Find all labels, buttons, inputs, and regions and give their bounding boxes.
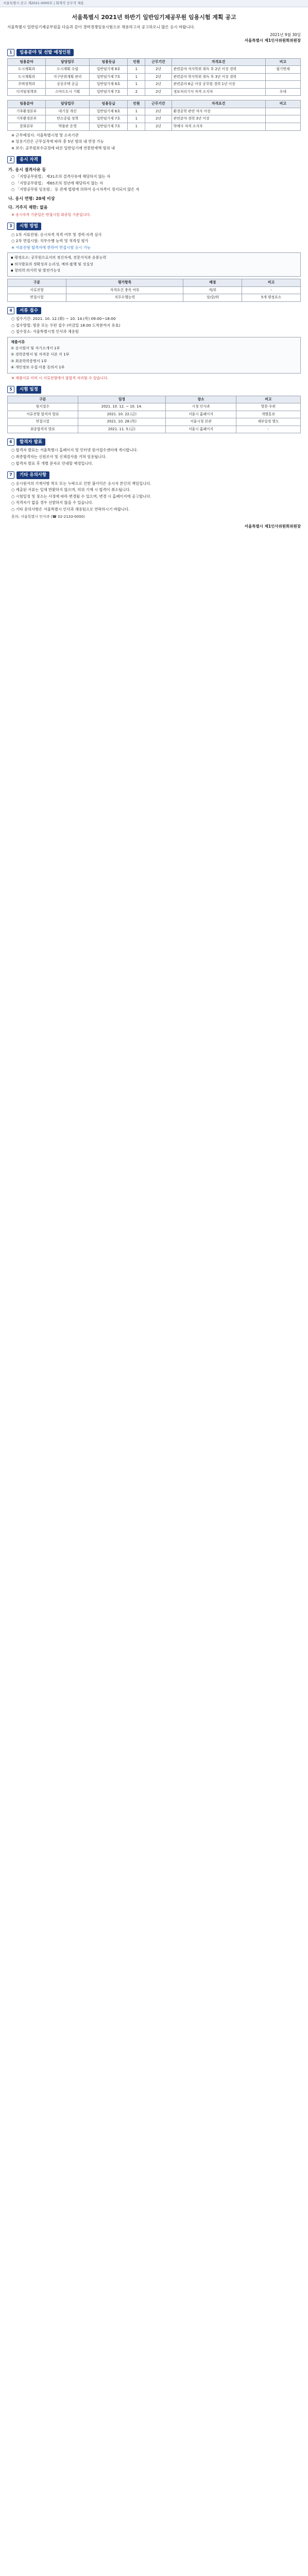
table-cell: 디지털정책과 [8,88,46,96]
list-item: ○ 「지방공무원 임용령」 등 관계 법령에 의하여 응시자격이 정지되지 않은 자 [11,187,140,192]
table-header-row [8,396,301,403]
section-1-notes [11,133,301,151]
table-cell [265,115,300,123]
table-row [8,108,301,115]
table-row [8,426,301,433]
table-cell: 1 [128,123,145,131]
table-cell: 우대 [265,88,300,96]
table-cell: 2021. 11. 5.(금) [78,426,166,433]
table-cell: 적/부 [183,286,242,294]
table-cell: 서류전형 [8,286,66,294]
table-cell: 관련분야 경력 3년 이상 [172,115,265,123]
contact-info: 문의: 서울특별시 인사과 (☎ 02-2133-0000) [11,515,85,519]
table-cell: 1 [128,108,145,115]
table-cell: 도시계획과 [8,66,46,74]
table-cell: 2021. 10. 22.(금) [78,411,166,418]
section-7-number: 7 [7,471,14,479]
column-header: 일정 [78,396,166,403]
column-header: 평가항목 [66,279,183,287]
box-line: ▪ 의사발표의 정확성과 논리성, 예의·품행 및 성실성 [11,261,93,266]
table-cell: 상/중/하 [183,294,242,302]
box-line: ③ 최종학력증명서 1부 [11,358,47,363]
table-cell: 2년 [145,81,172,89]
table-cell: 도시계획 수립 [45,66,89,74]
section-2-sub-1: 가. 응시 결격사유 등 [8,167,46,172]
section-5-heading [7,386,301,393]
column-header: 근무기간 [145,100,172,108]
table-cell: 1 [128,73,145,81]
table-cell: 시청 인사과 [166,403,236,411]
column-header: 임용등급 [90,100,128,108]
intro-text: 서울특별시 일반임기제공무원을 다음과 같이 경력경쟁임용시험으로 채용하고자 공고하오니 많은 응시 바랍니다. [7,24,195,29]
table-cell: 관련분야 학사학위 취득 후 3년 이상 경력 [172,73,265,81]
section-6-heading [7,438,301,446]
section-6-label: 합격자 발표 [16,438,45,446]
section-7-heading [7,471,301,479]
section-3-box [7,252,301,277]
column-header: 자격요건 [172,58,265,66]
table-cell: 기후환경본부 [8,108,46,115]
list-item: ○ 접수방법: 방문 또는 우편 접수 (마감일 18:00 도착분까지 유효) [11,323,121,328]
section-6-number: 6 [7,438,14,446]
table-cell: 최종합격자 발표 [8,426,78,433]
column-header: 비고 [242,279,301,287]
list-item: ○ 「지방공무원법」 제65조의 정년에 해당하지 않는 자 [11,180,104,185]
column-header: 배점 [183,279,242,287]
column-header: 임용분야 [8,100,46,108]
section-2-number: 2 [7,156,14,163]
table-cell: 2년 [145,108,172,115]
table-cell: 문화본부 [8,123,46,131]
table-cell: - [236,426,300,433]
positions-table-1 [7,58,301,96]
table-cell: 2년 [145,88,172,96]
table-cell: 도시계획과 [8,73,46,81]
column-header: 자격요건 [172,100,265,108]
table-cell: 원서접수 [8,403,78,411]
table-row [8,123,301,131]
table-cell: 일반임기제 6호 [90,108,128,115]
section-3-number: 3 [7,223,14,230]
box-line: ▪ 창의력·의지력 및 발전가능성 [11,267,61,273]
section-2-items [11,174,301,193]
table-cell: 일반임기제 6호 [90,81,128,89]
column-header: 임용등급 [90,58,128,66]
table-cell: 관련분야 6급 이상 공무원 경력 1년 이상 [172,81,265,89]
table-cell: 서울시 홈페이지 [166,426,236,433]
table-cell [265,81,300,89]
box-line: ④ 개인정보 수집·이용 동의서 1부 [11,364,65,369]
list-item: ○ 「지방공무원법」 제31조의 결격사유에 해당하지 않는 자 [11,174,111,179]
column-header: 담당업무 [45,100,89,108]
table-cell: 1 [128,66,145,74]
table-row [8,81,301,89]
column-header: 인원 [128,58,145,66]
table-cell: 2021. 10. 12. ~ 10. 14. [78,403,166,411]
table-row [8,286,301,294]
section-1-heading [7,49,301,56]
list-item: ○ 1차 서류전형: 응시자격 적격 여부 및 경력·자격 심사 [11,232,102,237]
table-cell: 정보처리기사 자격 소지자 [172,88,265,96]
list-item: ○ 제출된 서류는 일체 반환하지 않으며, 허위 기재 시 합격이 취소됩니다. [11,487,131,493]
section-2-sub-3: 다. 거주지 제한: 없음 [8,205,48,210]
table-cell: 서울시청 본관 [166,418,236,426]
section-2-heading [7,156,301,163]
table-cell: 환경공학 관련 석사 이상 [172,108,265,115]
section-1-number: 1 [7,49,14,56]
table-cell: 학예사 자격 소지자 [172,123,265,131]
table-cell: 주택정책과 [8,81,46,89]
table-cell: 2 [128,88,145,96]
table-cell: 2년 [145,66,172,74]
section-4-items [11,316,301,335]
table-cell: 서류전형 합격자 발표 [8,411,78,418]
list-item: ○ 접수기간: 2021. 10. 12.(화) ~ 10. 14.(목) 09:00~18:00 [11,316,116,321]
list-item: ○ 접수장소: 서울특별시청 인사과 채용팀 [11,329,79,334]
table-row [8,66,301,74]
column-header: 비고 [265,100,300,108]
section-2-label: 응시 자격 [16,156,41,163]
table-cell: 2021. 10. 28.(목) [78,418,166,426]
section-6-items [11,448,301,466]
table-row [8,403,301,411]
table-row [8,73,301,81]
section-4-number: 4 [7,307,14,314]
column-header: 임용분야 [8,58,46,66]
table-row [8,294,301,302]
table-cell: 방문·우편 [236,403,300,411]
table-row [8,411,301,418]
document [0,7,308,529]
table-cell: 관련분야 석사학위 취득 후 2년 이상 경력 [172,66,265,74]
table-cell: 1 [128,81,145,89]
table-cell: 대기질 개선 [45,108,89,115]
table-cell: 일반임기제 7호 [90,115,128,123]
table-cell: 5개 평정요소 [242,294,301,302]
section-2-sub-2: 나. 응시 연령: 20세 이상 [8,196,55,201]
table-cell: 박물관 운영 [45,123,89,131]
table-cell: 면접시험 [8,294,66,302]
table-cell [265,73,300,81]
section-5-number: 5 [7,386,14,393]
table-header-row [8,279,301,287]
table-cell: 기후환경본부 [8,115,46,123]
table-cell: 면접시험 [8,418,78,426]
table-cell: 필기면제 [265,66,300,74]
list-item: ○ 최종합격자는 신원조사 및 신체검사를 거쳐 임용됩니다. [11,454,107,460]
table-cell: 공공주택 공급 [45,81,89,89]
section-4-heading [7,307,301,314]
box-line: ① 응시원서 및 자기소개서 1부 [11,345,60,350]
table-cell: 2년 [145,73,172,81]
table-cell [265,123,300,131]
table-cell: 2년 [145,115,172,123]
top-bar [0,0,308,7]
table-cell: 탄소중립 정책 [45,115,89,123]
column-header: 근무기간 [145,58,172,66]
table-cell: 일반임기제 6호 [90,66,128,74]
table-cell: 일반임기제 7호 [90,123,128,131]
list-item: ○ 합격자 발표는 서울특별시 홈페이지 및 인터넷 원서접수센터에 게시합니다. [11,448,138,453]
section-4-label: 서류 접수 [16,307,41,314]
table-row [8,418,301,426]
section-2-red-note: ※ 응시자격 기준일은 면접시험 최종일 기준입니다. [11,213,91,217]
section-3-label: 시험 방법 [16,223,41,230]
section-1-label: 임용분야 및 선발 예정인원 [16,49,74,56]
table-cell: 서울시 홈페이지 [166,411,236,418]
list-item: ○ 합격자 발표 후 개별 문자로 안내할 예정입니다. [11,461,93,466]
table-cell: 직무수행능력 [66,294,183,302]
positions-table-2 [7,100,301,130]
section-4-red-note: ※ 제출서류 미비 시 서류전형에서 불합격 처리될 수 있습니다. [11,376,109,381]
column-header: 비고 [265,58,300,66]
section-3-heading [7,223,301,230]
submission-documents-box [7,337,301,374]
box-line: ② 경력증명서 및 자격증 사본 각 1부 [11,352,70,357]
column-header: 인원 [128,100,145,108]
box-line: ▪ 평정요소: 공무원으로서의 정신자세, 전문지식과 응용능력 [11,255,107,260]
page-title: 서울특별시 2021년 하반기 일반임기제공무원 임용시험 계획 공고 [72,14,236,21]
note-line: ※ 임용기간은 근무실적에 따라 총 5년 범위 내 연장 가능 [11,139,104,144]
column-header: 구분 [8,279,66,287]
top-bar-text: 서울특별시 공고 제2021-0000호 | 회계직 공무직 채용 [3,1,84,5]
column-header: 구분 [8,396,78,403]
table-header-row [8,58,301,66]
table-cell: - [242,286,301,294]
table-cell: 일반임기제 7호 [90,88,128,96]
box-title: 제출서류 [11,339,25,344]
list-item: ○ 응시원서의 기재사항 착오 또는 누락으로 인한 불이익은 응시자 본인의 책임입니다. [11,481,151,486]
note-line: ※ 보수: 공무원보수규정에 따른 일반임기제 연봉한계액 범위 내 [11,145,115,150]
column-header: 장소 [166,396,236,403]
table-cell: 2년 [145,123,172,131]
table-cell: 자격요건 충족 여부 [66,286,183,294]
section-5-label: 시험 일정 [16,386,41,393]
table-cell: 1 [128,115,145,123]
list-item: ※ 서류전형 합격자에 한하여 면접시험 응시 가능 [11,245,91,250]
section-7-items [11,481,301,513]
table-header-row [8,100,301,108]
list-item: ○ 기타 문의사항은 서울특별시 인사과 채용팀으로 연락하시기 바랍니다. [11,506,130,512]
table-row [8,88,301,96]
note-line: ※ 근무예정지: 서울특별시청 및 소속기관 [11,132,79,138]
column-header: 비고 [236,396,300,403]
list-item: ○ 적격자가 없을 경우 선발하지 않을 수 있습니다. [11,500,93,505]
table-cell: 일반임기제 7호 [90,73,128,81]
table-cell: 스마트도시 기획 [45,88,89,96]
announcing-org: 서울특별시 제1인사위원회위원장 [244,38,301,43]
list-item: ○ 시험일정 및 장소는 사정에 따라 변경될 수 있으며, 변경 시 홈페이지에 공고합니다. [11,494,151,499]
table-cell: 개별통보 [236,411,300,418]
schedule-table [7,396,301,434]
closing-signature: 서울특별시 제1인사위원회위원장 [244,523,301,529]
list-item: ○ 2차 면접시험: 직무수행 능력 및 적격성 평가 [11,239,89,244]
section-3-items [11,232,301,251]
table-row [8,115,301,123]
section-7-label: 기타 유의사항 [16,471,49,479]
column-header: 담당업무 [45,58,89,66]
table-cell [265,108,300,115]
table-cell: 지구단위계획 관리 [45,73,89,81]
evaluation-table [7,279,301,302]
table-cell: 세부일정 별도 [236,418,300,426]
announcement-date: 2021년 9월 30일 [270,32,301,37]
